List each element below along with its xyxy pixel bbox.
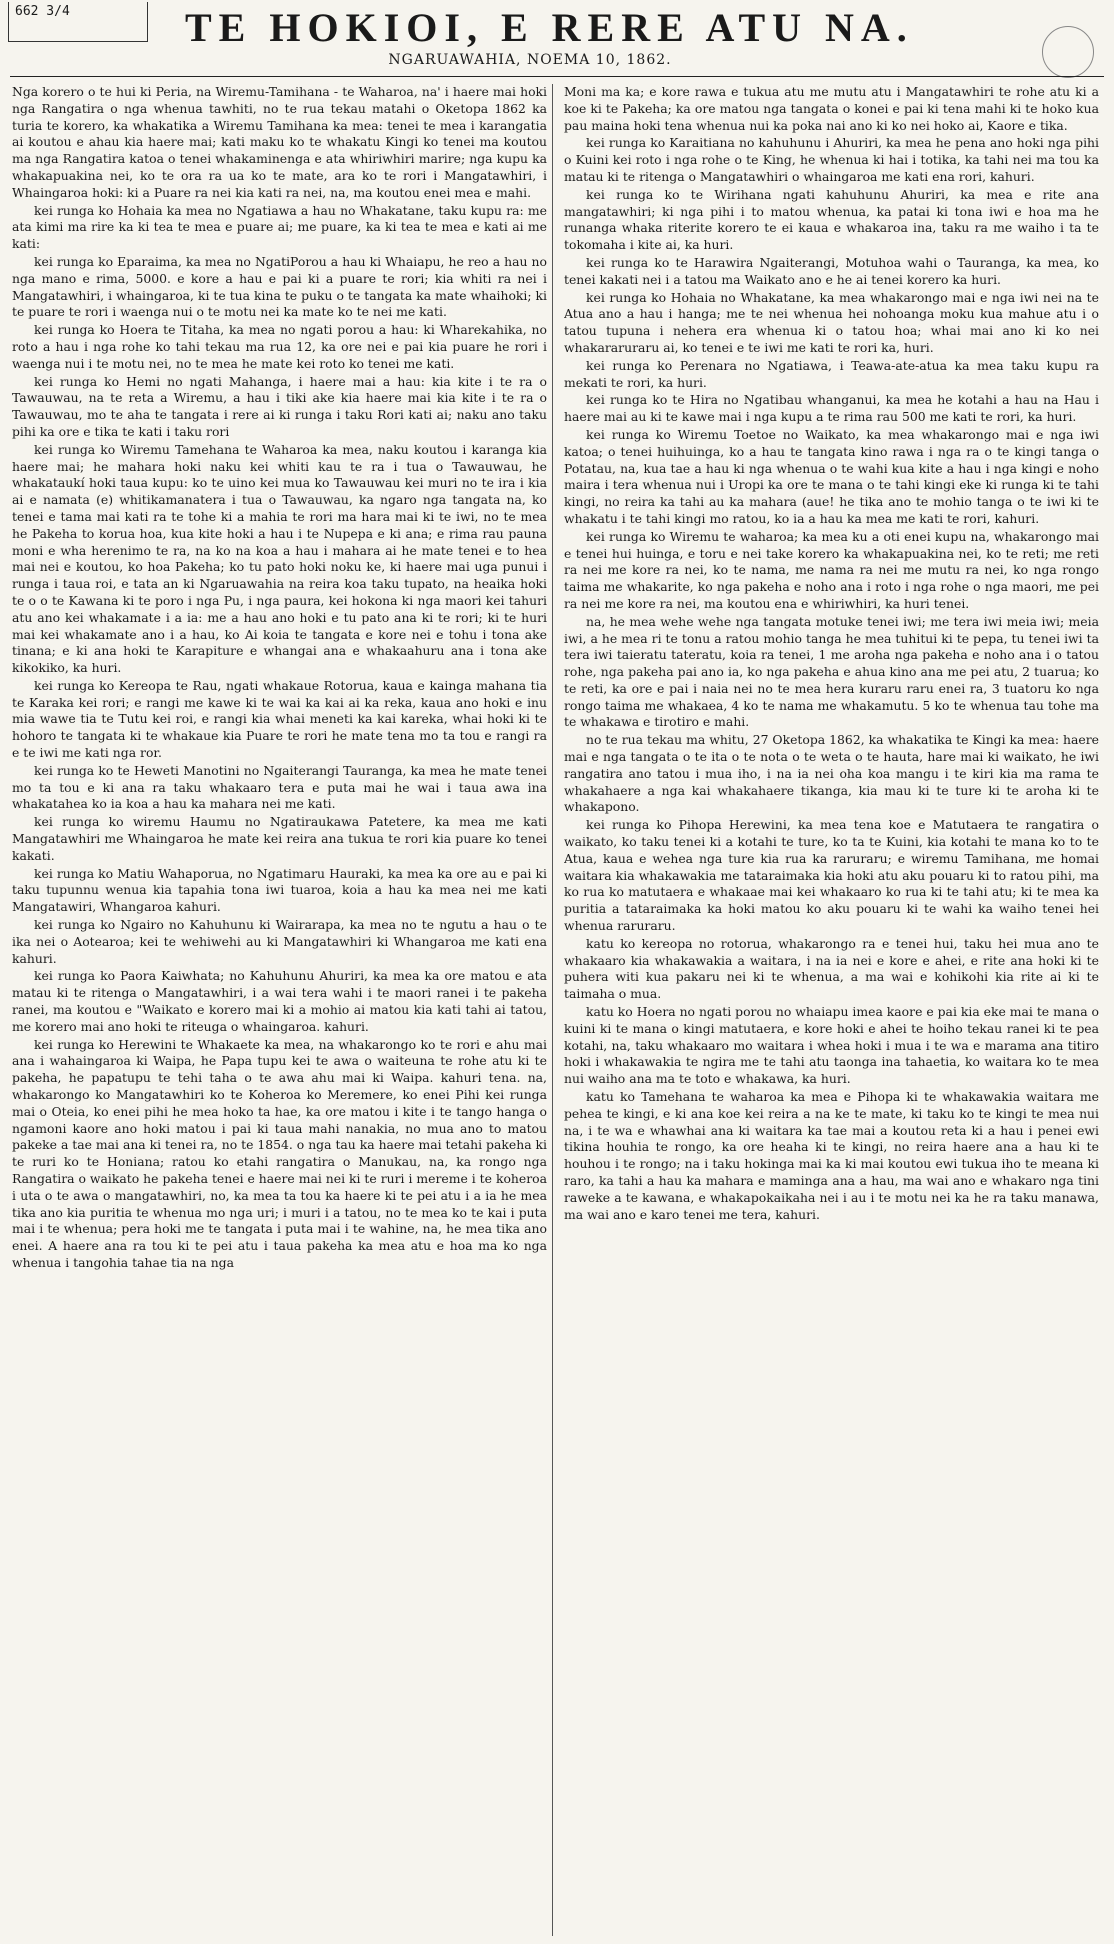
article-paragraph: kei runga ko te Heweti Manotini no Ngaiterangi Tauranga, ka mea he mate tenei mo ta tou e ki ana ra taku whakaaro tera e puta mai he wai i taua awa ina whakatahea ko ia koa a hau ka mahara nei me kati.	[12, 762, 547, 812]
article-paragraph: katu ko Hoera no ngati porou no whaiapu imea kaore e pai kia eke mai te mana o kuini ki te mana o kingi matutaera, e kore hoki e ahei te hoiho tekau ranei ki te pea kotahi, na, taku whakaaro mo waitara i whea hoki i mua i te wa e marama ana titiro hoki i whakawakia te ngira me te tahi atu taonga ina tahaetia, ko waitara ko te mea nui waiho ana ma te toto e whakawa, ka huri.	[564, 1004, 1099, 1087]
article-paragraph: kei runga ko te Harawira Ngaiterangi, Motuhoa wahi o Tauranga, ka mea, ko tenei kakati nei i a tatou ma Waikato ano e he ai tenei korero ka huri.	[564, 254, 1099, 287]
article-paragraph: no te rua tekau ma whitu, 27 Oketopa 1862, ka whakatika te Kingi ka mea: haere mai e nga tangata o te ita o te nota o te weta o te hauta, hare mai ki waikato, he iwi rangatira ano tatou i mua iho, i na ia nei oha koa mangu i te kiri kia ma rama te whakahaere a nga kai whakahaere tikanga, kia mau ki te ture ki te aroha ki te whakapono.	[564, 732, 1099, 815]
article-paragraph: na, he mea wehe wehe nga tangata motuke tenei iwi; me tera iwi meia iwi; meia iwi, a he mea ri te tonu a ratou mohio tanga he mea tuhitui ki te pepa, tu tenei iwi ta tera iwi taieratu tateratu, koia ra tenei, 1 me aroha nga pakeha e noho ana i o tatou rohe, nga pakeha pai ano ia, ko nga pakeha e ahua kino ana me pei atu, 2 tuarua; ko te reti, ka ore e pai i naia nei no te mea hera kuraru raru enei ra, 3 tuatoru ko nga rongo taima me whakaea, 4 ko te nama me whakamutu. 5 ko te whenua tau tohe ma te whakawa e tirotiro e mahi.	[564, 613, 1099, 730]
article-paragraph: kei runga ko Ngairo no Kahuhunu ki Wairarapa, ka mea no te ngutu a hau o te ika nei o Aotearoa; kei te wehiwehi au ki Mangatawhiri ki Whangaroa me kati ena kahuri.	[12, 917, 547, 966]
right-column	[564, 84, 1099, 1936]
archive-stamp: 662 3/4	[8, 2, 148, 42]
article-paragraph: Moni ma ka; e kore rawa e tukua atu me mutu atu i Mangatawhiri te rohe atu ki a koe ki te Pakeha; ka ore matou nga tangata o konei e pai ki tena mahi ki te hoko kua pau maina hoki tena whenua nui ka poka nai ano ki ko nei hoko ai, Kaore e tika.	[564, 84, 1099, 133]
article-paragraph: kei runga ko te Wirihana ngati kahuhunu Ahuriri, ka mea e rite ana mangatawhiri; ki nga pihi i to matou whenua, ka patai ki tona iwi e hoa ma he runanga whaka riterite korero te ei kaua e whakaroa ina, taku ra me waiho i ta te tokomaha i kite ai, ka huri.	[564, 186, 1099, 253]
article-paragraph: kei runga ko Paora Kaiwhata; no Kahuhunu Ahuriri, ka mea ka ore matou e ata matau ki te ritenga o Mangatawhiri, i a wai tera wahi i te maori ranei i te pakeha ranei, ma koutou e "Waikato e korero mai ki a mohio ai matou kia kati tahi ai tatou, me korero mai ano hoki te riteuga o whaingaroa. kahuri.	[12, 968, 547, 1034]
corner-seal	[1042, 26, 1094, 78]
article-paragraph: kei runga ko Wiremu Toetoe no Waikato, ka mea whakarongo mai e nga iwi katoa; o tenei huihuinga, ko a hau te tangata kino rawa i nga ra o te kingi tanga o Potatau, na, kua tae a hau ki nga whenua o te wahi kua kite a hau i nga kingi e noho maira i tera whenua nui i Uropi ka ore te mana o te tahi kingi eke ki runga ki te tahi kingi, no reira ka tahi au ka mahara (aue! he tika ano te mohio tanga o te iwi ki te whakatu i te tahi kingi mo ratou, ko ia a hau ka mea me kati te rori, kahuri.	[564, 426, 1099, 526]
dateline: NGARUAWAHIA, NOEMA 10, 1862.	[388, 52, 672, 68]
article-paragraph: Nga korero o te hui ki Peria, na Wiremu-Tamihana - te Waharoa, na' i haere mai hoki nga Rangatira o nga whenua tawhiti, no te rua tekau matahi o Oketopa 1862 ka turia te korero, ka whakatika a Wiremu Tamihana ka mea: tenei te mea i karangatia ai koutou e ahau kia haere mai; kati maku ko te whakatu Kingi ko tenei ma koutou ma nga Rangatira katoa o tenei whakaminenga e ata whiriwhiri marire; nga kupu ka whakapuakina nei, ko te ora ra ua ko te mate, ara ko te rori i Mangatawhiri, i Whaingaroa hoki: ki a Puare ra nei kia kati ra nei, na, ma koutou enei mea e mahi.	[12, 84, 547, 200]
article-paragraph: kei runga ko Kereopa te Rau, ngati whakaue Rotorua, kaua e kainga mahana tia te Karaka kei rori; e rangi me kawe ki te wai ka kai ai ka reka, kaua ano hoki e inu mia wawe tia te Tutu kei roi, e rangi kia whai meneti ka kai kareka, whai hoki ki te hohoro te tangata ki te whakaue kia Puare te rori he mate tena mo ta tou e rangi ra e te iwi me kati nga ror.	[12, 677, 547, 761]
article-paragraph: katu ko Tamehana te waharoa ka mea e Pihopa ki te whakawakia waitara me pehea te kingi, e ki ana koe kei reira a na ke te mate, ki taku ko te kingi te mea nui na, i te wa e whawhai ana ki waitara ka tae mai a koutou reta ki a hau i penei ewi tikina houhia te rongo, ka ore heaha ki te kingi, no reira haere ana a hau ki te houhou i te rongo; na i taku hokinga mai ka ki mai koutou ewi tukua iho te meana ki raro, ka tahi a hau ka mahara e maminga ana a hau, ma wai ano e whakaro nga tini raweke a te kawana, e whakapokaikaha nei i au i te motu nei ka he ra taku manawa, ma wai ano e karo tenei me tera, kahuri.	[564, 1089, 1099, 1222]
article-paragraph: kei runga ko wiremu Haumu no Ngatiraukawa Patetere, ka mea me kati Mangatawhiri me Whaingaroa he mate kei reira ana tukua te rori kia puare ko tenei kakati.	[12, 814, 547, 863]
article-paragraph: kei runga ko Hohaia no Whakatane, ka mea whakarongo mai e nga iwi nei na te Atua ano a hau i hanga; me te nei whenua hei nohoanga moku kua mahue atu i o tatou tupuna i nehera era whenua ki o tatou hoa; whai mai ano ki ko nei whakararuraru ai, ko tenei e te iwi me kati te rori ka, huri.	[564, 289, 1099, 355]
article-paragraph: kei runga ko Pihopa Herewini, ka mea tena koe e Matutaera te rangatira o waikato, ko taku tenei ki a kotahi te ture, ko ta te Kuini, kia kotahi te mana ko to te Atua, kaua e wehea nga ture kia rua ka raruraru; e wiremu Tamihana, me homai waitara kia whakawakia me tataraimaka kia hoki atu aku pouaru ki to ratou pihi, ma ko rua ko matutaera e whakaae mai kei whakaaro ko rua ki te tahi atu; ki te mea ka puritia a tataraimaka ka hoki matou ko aku pouaru ki te wahi ka waiho tenei hei whenua raruraru.	[564, 817, 1099, 934]
article-paragraph: kei runga ko Perenara no Ngatiawa, i Teawa-ate-atua ka mea taku kupu ra mekati te rori, ka huri.	[564, 357, 1099, 390]
left-column	[12, 84, 547, 1936]
article-paragraph: kei runga ko Hoera te Titaha, ka mea no ngati porou a hau: ki Wharekahika, no roto a hau i nga rohe ko tahi tekau ma rua 12, ka ore nei e pai kia puare he rori i waenga nui i te motu nei, no te mea he mate kei roto ko tenei me kati.	[12, 322, 547, 371]
article-paragraph: kei runga ko Hemi no ngati Mahanga, i haere mai a hau: kia kite i te ra o Tawauwau, na te reta a Wiremu, a hau i tiki ake kia haere mai kia kite i te ra o Tawauwau, mo te aha te tangata i rere ai ki runga i taku Rori kati ai; naku ano taku pihi ka ore e tika te kati i taku rori	[12, 373, 547, 439]
article-paragraph: kei runga ko Hohaia ka mea no Ngatiawa a hau no Whakatane, taku kupu ra: me ata kimi ma rire ka ki tea te mea e puare ai; me puare, ka ki tea te mea e kati ai me kati:	[12, 202, 547, 252]
masthead-title: TE HOKIOI, E RERE ATU NA.	[185, 5, 914, 50]
column-divider	[552, 84, 553, 1936]
article-paragraph: kei runga ko Matiu Wahaporua, no Ngatimaru Hauraki, ka mea ka ore au e pai ki taku tupunnu wenua kia tapahia tona iwi tuaroa, koia a hau ka mea nei me kati Mangatawiri, Whangaroa kahuri.	[12, 865, 547, 915]
article-paragraph: kei runga ko Eparaima, ka mea no NgatiPorou a hau ki Whaiapu, he reo a hau no nga mano e rima, 5000. e kore a hau e pai ki a puare te rori; kia whiti ra nei i Mangatawhiri, i whaingaroa, ki te tua kina te puku o te tangata ka mate whaihoki; ki te puare te rori i waenga nui o te motu nei ka mate ko te nei me kati.	[12, 253, 547, 320]
article-paragraph: kei runga ko Karaitiana no kahuhunu i Ahuriri, ka mea he pena ano hoki nga pihi o Kuini kei roto i nga rohe o te King, he whenua ki hai i totika, ka tahi nei ma tou ka matau ki te ritenga o Mangatawhiri o whaingaroa me kati ena rori, kahuri.	[564, 135, 1099, 184]
article-paragraph: kei runga ko Wiremu te waharoa; ka mea ku a oti enei kupu na, whakarongo mai e tenei hui huinga, e toru e nei take korero ka whakapuakina nei, ko te reti; me reti ra nei me kore ra nei, ko te nama, me nama ra nei me mutu ra nei, ko nga rongo taima me whakarite, ko nga pakeha e noho ana i roto i nga rohe o nga maori, me pei ra nei me kore ra nei, ma koutou ena e whiriwhiri, ka huri tenei.	[564, 528, 1099, 611]
article-paragraph: kei runga ko Herewini te Whakaete ka mea, na whakarongo ko te rori e ahu mai ana i wahaingaroa ki Waipa, he Papa tupu kei te awa o waiteuna te rohe atu ki te pakeha, he papatupu te tehi taha o te awa ahu mai ki Waipa. kahuri tena. na, whakarongo ko Mangatawhiri ko te Koheroa ko Meremere, ko enei Pihi kei runga mai o Oteia, ko enei pihi he mea hoko ta hae, ka ore matou i kite i te tango hanga o ngamoni kaore ano hoki matou i pai ki taua mahi nanakia, no mua ano to matou pakeke a tae mai ana ki tenei ra, no te 1854. o nga tau ka haere mai tetahi pakeha ki te ruri ko te Honiana; ratou ko etahi rangatira o Manukau, na, ka rongo nga Rangatira o waikato he pakeha tenei e haere mai nei ki te ruri i mereme i te koheroa i uta o te awa o mangatawhiri, no, ka mea ta tou ka haere ki te pei atu i a ia he mea tika ano kia puritia te whenua mo nga uri; i muri i a tatou, no te mea ko te kai i puta mai i te whenua; pera hoki me te tangata i puta mai i te wahine, na, he mea tika ano enei. A haere ana ra tou ki te pei atu i taua pakeha ka mea atu e hoa ma ko nga whenua i tangohia tahae tia na nga	[12, 1036, 547, 1270]
article-paragraph: kei runga ko te Hira no Ngatibau whanganui, ka mea he kotahi a hau na Hau i haere mai au ki te kawe mai i nga kupu a te rima rau 500 me kati te rori, ka huri.	[564, 392, 1099, 425]
article-paragraph: kei runga ko Wiremu Tamehana te Waharoa ka mea, naku koutou i karanga kia haere mai; he mahara hoki naku kei whiti kau te ra i tua o Tawauwau, he whakataukí hoki taua kupu: ko te uino kei mua ko Tawauwau kei muri no te ira i kia ai e namata (e) whitikamanatera i tua o Tawauwau, ka ngaro nga tangata na, ko tenei e tama mai kati ra te tohe ki a mahia te rori ma hara mai ki te iwi, no te mea he Pakeha to korua hoa, kua kite hoki a hau i te Nupepa e ki ana; e rima rau pauna moni e wha herenimo te ra, na ko na koa a hau i mahara ai he mate tenei e to hea mai nei e koutou, ko hoa Pakeha; ko tu pato hoki noku ke, ki haere mai uga punui i runga i taua roi, e tata an ki Ngaruawahia na reira koa taku tupato, na heaika hoki te o o te Kawana ki te poro i nga Pu, i nga paura, kei hokona ki nga maori kei tahuri atu ano kei whakamate i a ia: me a hau ano hoki e tu pato ana ki te rori; ki te huri mai kei whakamate ano i a hau, ko Ai koia te tangata e kore nei e tohu i tona ake tinana; e ki ana hoki te Karapiture e whangai ana e whakaahuru ana i tona ake kikokiko, ka huri.	[12, 441, 547, 676]
article-paragraph: katu ko kereopa no rotorua, whakarongo ra e tenei hui, taku hei mua ano te whakaaro kia whakawakia a waitara, i na ia nei e kore e ahei, e rite ana hoki ki te puhera witi kua pakaru nei ki te whenua, a ma wai e kohikohi kia rite ai ki te taimaha o mua.	[564, 935, 1099, 1002]
header-rule	[10, 76, 1104, 77]
